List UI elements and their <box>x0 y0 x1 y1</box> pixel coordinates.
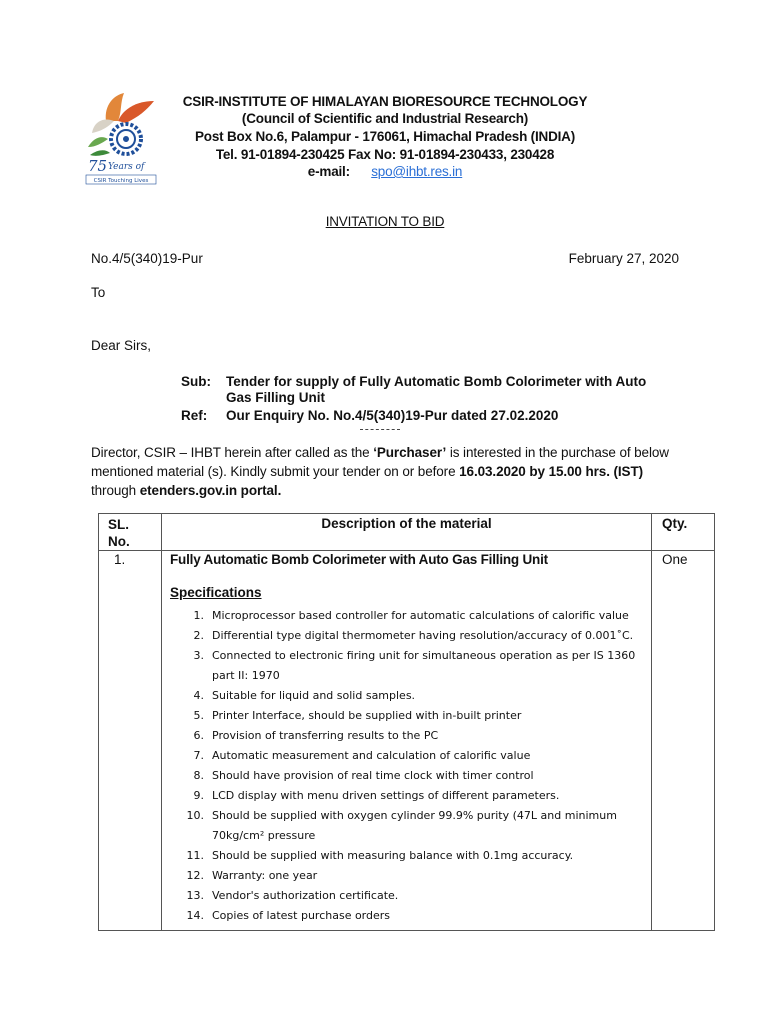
portal-name: etenders.gov.in portal. <box>139 483 282 498</box>
reference-number: No.4/5(340)19-Pur <box>91 251 203 266</box>
specifications-list <box>162 600 651 930</box>
spec-item <box>171 846 651 866</box>
ref-label: Ref: <box>181 408 208 423</box>
subject-text: Tender for supply of Fully Automatic Bomb Colorimeter with Auto Gas Filling Unit <box>226 374 647 405</box>
institute-address: Post Box No.6, Palampur - 176061, Himachal Pradesh (INDIA) <box>194 129 576 144</box>
spec-number: 11. <box>186 849 204 862</box>
spec-text: Vendor's authorization certificate. <box>212 889 399 902</box>
spec-number: 5. <box>193 709 204 722</box>
spec-number: 10. <box>186 809 204 822</box>
spec-text: Should be supplied with oxygen cylinder 99.9% purity (47L and minimum 70kg/cm² pressure <box>212 809 617 842</box>
email-link[interactable]: spo@ihbt.res.in <box>371 164 463 179</box>
header-sl-no <box>99 514 162 551</box>
spec-text: Provision of transferring results to the PC <box>212 729 439 742</box>
salutation: Dear Sirs, <box>91 338 152 353</box>
spec-text: Microprocessor based controller for automatic calculations of calorific value <box>212 609 629 622</box>
row-sl: 1. <box>114 552 126 567</box>
email-line <box>120 164 650 179</box>
spec-text: Differential type digital thermometer having resolution/accuracy of 0.001˚C. <box>212 629 634 642</box>
spec-item <box>171 786 651 806</box>
row-description-cell <box>162 551 652 931</box>
divider <box>360 429 400 430</box>
spec-text: Automatic measurement and calculation of calorific value <box>212 749 531 762</box>
subject-label: Sub: <box>181 374 211 389</box>
spec-item <box>171 686 651 706</box>
purchaser-term: ‘Purchaser’ <box>373 445 447 460</box>
spec-text: Suitable for liquid and solid samples. <box>212 689 416 702</box>
spec-text: LCD display with menu driven settings of different parameters. <box>212 789 560 802</box>
row-qty-cell <box>652 551 715 931</box>
header-qty-label: Qty. <box>662 516 688 531</box>
institute-phone: Tel. 91-01894-230425 Fax No: 91-01894-230433, 230428 <box>215 147 555 162</box>
spec-number: 8. <box>193 769 204 782</box>
spec-number: 4. <box>193 689 204 702</box>
row-qty: One <box>662 552 688 567</box>
spec-item <box>171 646 651 686</box>
spec-item <box>171 806 651 846</box>
header-sl-label: SL. No. <box>108 517 130 549</box>
deadline: 16.03.2020 by 15.00 hrs. (IST) <box>459 464 643 479</box>
para-text-1: Director, CSIR – IHBT herein after called as the <box>91 445 374 460</box>
item-name: Fully Automatic Bomb Colorimeter with Auto Gas Filling Unit <box>170 552 548 567</box>
spec-item <box>171 726 651 746</box>
specifications-heading: Specifications <box>170 585 262 600</box>
spec-item <box>171 746 651 766</box>
header-description <box>162 514 652 551</box>
spec-item <box>171 766 651 786</box>
spec-number: 7. <box>193 749 204 762</box>
spec-item <box>171 866 651 886</box>
ref-text: Our Enquiry No. No.4/5(340)19-Pur dated 27.02.2020 <box>226 408 559 423</box>
material-table <box>98 513 715 931</box>
letter-date: February 27, 2020 <box>568 251 679 266</box>
para-text-3: through <box>91 483 140 498</box>
spec-number: 13. <box>186 889 204 902</box>
svg-text:Years of: Years of <box>108 162 145 172</box>
spec-text: Printer Interface, should be supplied with in-built printer <box>212 709 522 722</box>
spec-text: Should be supplied with measuring balance with 0.1mg accuracy. <box>212 849 574 862</box>
spec-number: 9. <box>193 789 204 802</box>
spec-item <box>171 706 651 726</box>
council-name: (Council of Scientific and Industrial Research) <box>241 111 529 126</box>
spec-number: 6. <box>193 729 204 742</box>
header-desc-label: Description of the material <box>321 516 492 531</box>
table-row <box>99 551 715 931</box>
spec-item <box>171 606 651 626</box>
spec-number: 1. <box>193 609 204 622</box>
spec-item <box>171 906 651 926</box>
svg-text:75: 75 <box>88 157 108 175</box>
spec-text: Should have provision of real time clock with timer control <box>212 769 534 782</box>
spec-item <box>171 886 651 906</box>
spec-number: 2. <box>193 629 204 642</box>
spec-number: 12. <box>186 869 204 882</box>
spec-text: Connected to electronic firing unit for simultaneous operation as per IS 1360 part II: 1970 <box>212 649 636 682</box>
spec-text: Copies of latest purchase orders <box>212 909 391 922</box>
institute-name: CSIR-INSTITUTE OF HIMALAYAN BIORESOURCE TECHNOLOGY <box>182 94 588 109</box>
to-line: To <box>91 285 106 300</box>
table-header-row <box>99 514 715 551</box>
spec-text: Warranty: one year <box>212 869 318 882</box>
svg-text:CSIR Touching Lives: CSIR Touching Lives <box>93 178 149 184</box>
para-text-2: is interested in the purchase of below mentioned material (s). Kindly submit your tender on or before <box>91 445 669 479</box>
document-title: INVITATION TO BID <box>325 214 445 229</box>
spec-number: 3. <box>193 649 204 662</box>
spec-number: 14. <box>186 909 204 922</box>
header-qty <box>652 514 715 551</box>
email-label: e-mail: <box>307 164 350 179</box>
spec-item <box>171 626 651 646</box>
row-sl-cell <box>99 551 162 931</box>
intro-paragraph <box>91 443 691 500</box>
